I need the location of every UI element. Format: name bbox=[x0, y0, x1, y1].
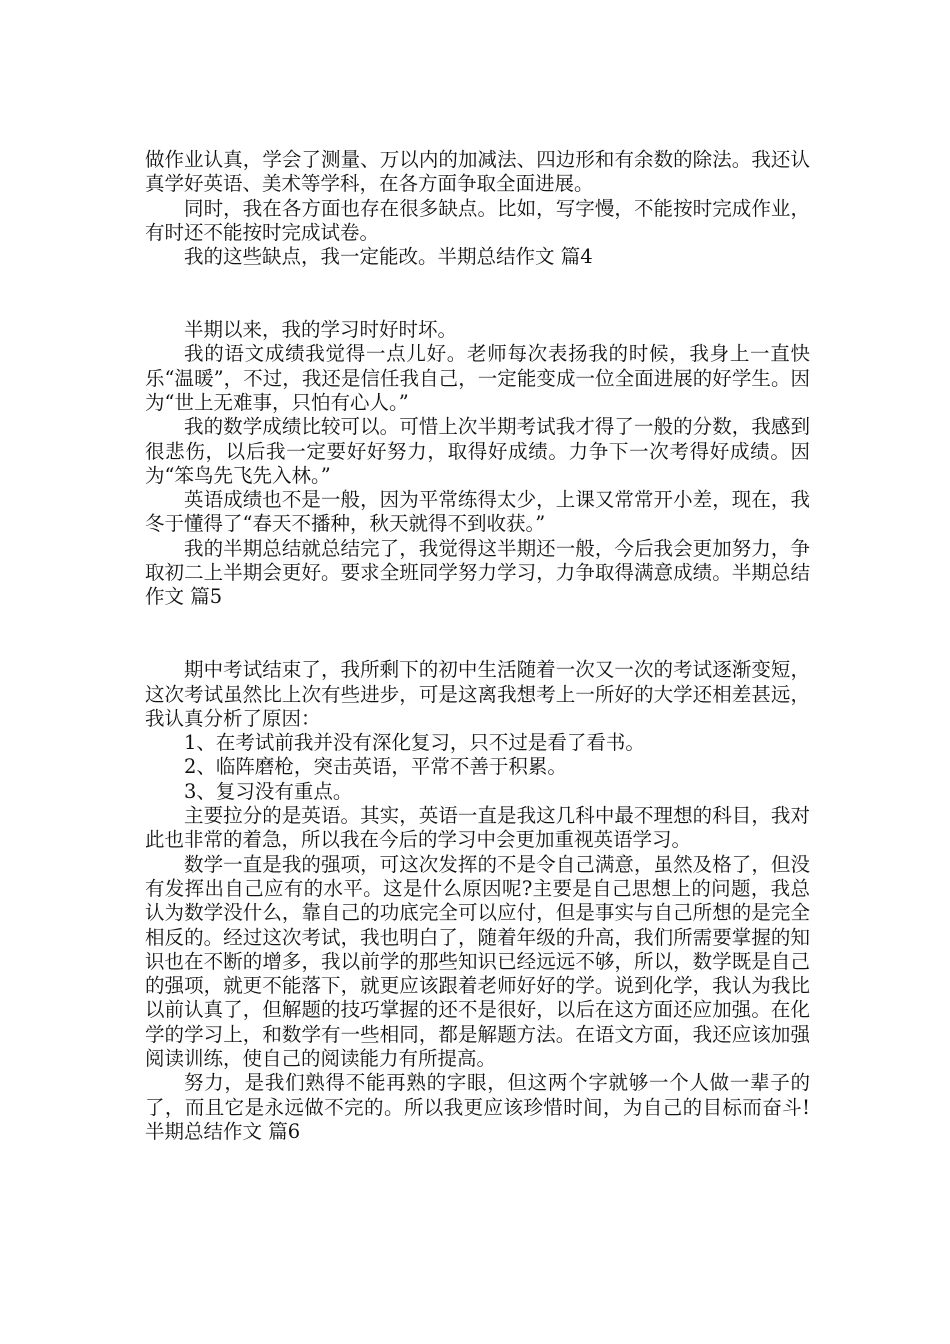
paragraph: 数学一直是我的强项，可这次发挥的不是令自己满意，虽然及格了，但没有发挥出自己应有的水平。这是什么原因呢?主要是自己思想上的问题，我总认为数学没什么，靠自己的功底完全可以应付，但是事实与自己所想的是完全相反的。经过这次考试，我也明白了，随着年级的升高，我们所需要掌握的知识也在不断的增多，我以前学的那些知识已经远远不够，所以，数学既是自己的强项，就更不能落下，就更应该跟着老师好好的学。说到化学，我认为我比以前认真了，但解题的技巧掌握的还不是很好，以后在这方面还应加强。在化学的学习上，和数学有一些相同，都是解题方法。在语文方面，我还应该加强阅读训练，使自己的阅读能力有所提高。 bbox=[145, 852, 810, 1070]
paragraph: 做作业认真，学会了测量、万以内的加减法、四边形和有余数的除法。我还认真学好英语、美术等学科，在各方面争取全面进展。 bbox=[145, 148, 810, 196]
section-gap bbox=[145, 610, 810, 659]
paragraph-with-heading: 努力，是我们熟得不能再熟的字眼，但这两个字就够一个人做一辈子的了，而且它是永远做不完的。所以我更应该珍惜时间，为自己的目标而奋斗!半期总结作文 篇6 bbox=[145, 1071, 810, 1143]
paragraph: 英语成绩也不是一般，因为平常练得太少，上课又常常开小差，现在，我冬于懂得了“春天不播种，秋天就得不到收获。” bbox=[145, 488, 810, 536]
paragraph: 期中考试结束了，我所剩下的初中生活随着一次又一次的考试逐渐变短，这次考试虽然比上次有些进步，可是这离我想考上一所好的大学还相差甚远，我认真分析了原因： bbox=[145, 658, 810, 730]
paragraph: 同时，我在各方面也存在很多缺点。比如，写字慢，不能按时完成作业，有时还不能按时完成试卷。 bbox=[145, 196, 810, 244]
section-gap bbox=[145, 269, 810, 318]
document-body bbox=[145, 148, 810, 1144]
paragraph: 我的语文成绩我觉得一点儿好。老师每次表扬我的时候，我身上一直快乐“温暖”，不过，我还是信任我自己，一定能变成一位全面进展的好学生。因为“世上无难事，只怕有心人。” bbox=[145, 342, 810, 414]
paragraph: 半期以来，我的学习时好时坏。 bbox=[184, 318, 458, 342]
paragraph: 我的数学成绩比较可以。可惜上次半期考试我才得了一般的分数，我感到很悲伤，以后我一定要好好努力，取得好成绩。力争下一次考得好成绩。因为“笨鸟先飞先入林。” bbox=[145, 415, 810, 487]
list-item: 3、复习没有重点。 bbox=[184, 779, 353, 803]
list-item: 2、临阵磨枪，突击英语，平常不善于积累。 bbox=[184, 755, 567, 779]
list-item: 1、在考试前我并没有深化复习，只不过是看了看书。 bbox=[184, 731, 645, 755]
paragraph-with-heading: 我的半期总结就总结完了，我觉得这半期还一般，今后我会更加努力，争取初二上半期会更好。要求全班同学努力学习，力争取得满意成绩。半期总结作文 篇5 bbox=[145, 536, 810, 609]
paragraph: 主要拉分的是英语。其实，英语一直是我这几科中最不理想的科目，我对此也非常的着急，所以我在今后的学习中会更加重视英语学习。 bbox=[145, 804, 810, 852]
paragraph-with-heading: 我的这些缺点，我一定能改。半期总结作文 篇4 bbox=[184, 245, 593, 269]
